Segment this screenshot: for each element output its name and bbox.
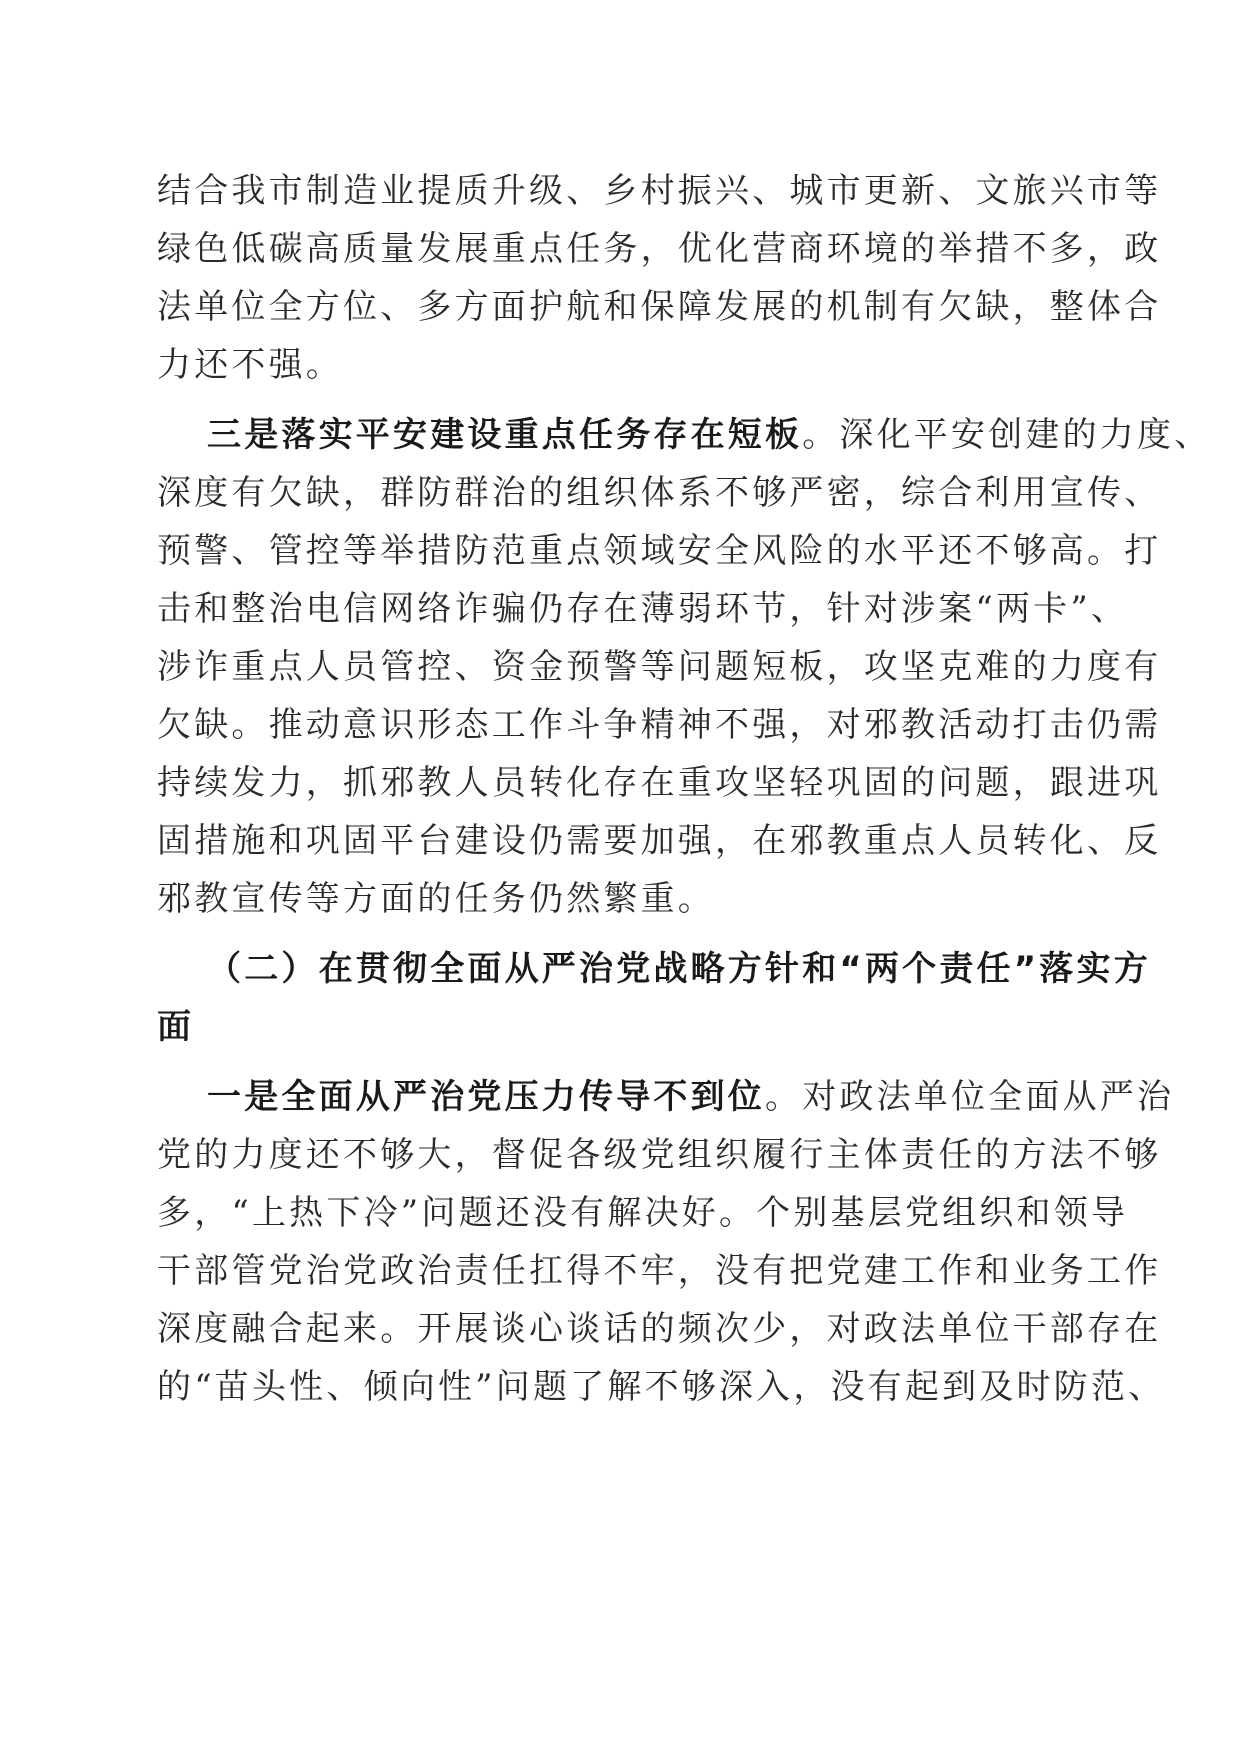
text-line: 深度有欠缺，群防群治的组织体系不够严密，综合利用宣传、 bbox=[157, 473, 1162, 513]
section-heading: （二）在贯彻全面从严治党战略方针和“两个责任”落实方 bbox=[207, 949, 1151, 989]
paragraph-lead-bold: 一是全面从严治党压力传导不到位 bbox=[207, 1077, 765, 1117]
text-line: 力还不强。 bbox=[157, 345, 343, 385]
text-line: 绿色低碳高质量发展重点任务，优化营商环境的举措不多，政 bbox=[157, 229, 1162, 269]
paragraph-first-line bbox=[207, 412, 1212, 458]
text-line: 结合我市制造业提质升级、乡村振兴、城市更新、文旅兴市等 bbox=[157, 171, 1162, 211]
text-line: 涉诈重点人员管控、资金预警等问题短板，攻坚克难的力度有 bbox=[157, 647, 1162, 687]
text-line: 击和整治电信网络诈骗仍存在薄弱环节，针对涉案“两卡”、 bbox=[157, 589, 1129, 629]
text-line: 预警、管控等举措防范重点领域安全风险的水平还不够高。打 bbox=[157, 531, 1162, 571]
text-line: 欠缺。推动意识形态工作斗争精神不强，对邪教活动打击仍需 bbox=[157, 705, 1162, 745]
text-line: 持续发力，抓邪教人员转化存在重攻坚轻巩固的问题，跟进巩 bbox=[157, 763, 1162, 803]
paragraph-lead-rest: 。对政法单位全面从严治 bbox=[765, 1077, 1175, 1117]
text-line: 党的力度还不够大，督促各级党组织履行主体责任的方法不够 bbox=[157, 1135, 1162, 1175]
text-line: 深度融合起来。开展谈心谈话的频次少，对政法单位干部存在 bbox=[157, 1309, 1162, 1349]
section-heading-continued: 面 bbox=[157, 1007, 195, 1047]
paragraph-lead-bold: 三是落实平安建设重点任务存在短板 bbox=[207, 415, 803, 455]
text-line: 多，“上热下冷”问题还没有解决好。个别基层党组织和领导 bbox=[157, 1193, 1129, 1233]
text-line: 邪教宣传等方面的任务仍然繁重。 bbox=[157, 879, 715, 919]
paragraph-lead-rest: 。深化平安创建的力度、 bbox=[802, 415, 1212, 455]
text-line: 法单位全方位、多方面护航和保障发展的机制有欠缺，整体合 bbox=[157, 287, 1162, 327]
text-line: 的“苗头性、倾向性”问题了解不够深入，没有起到及时防范、 bbox=[157, 1367, 1166, 1407]
text-line: 干部管党治党政治责任扛得不牢，没有把党建工作和业务工作 bbox=[157, 1251, 1162, 1291]
text-line: 固措施和巩固平台建设仍需要加强，在邪教重点人员转化、反 bbox=[157, 821, 1162, 861]
paragraph-first-line bbox=[207, 1074, 1175, 1120]
